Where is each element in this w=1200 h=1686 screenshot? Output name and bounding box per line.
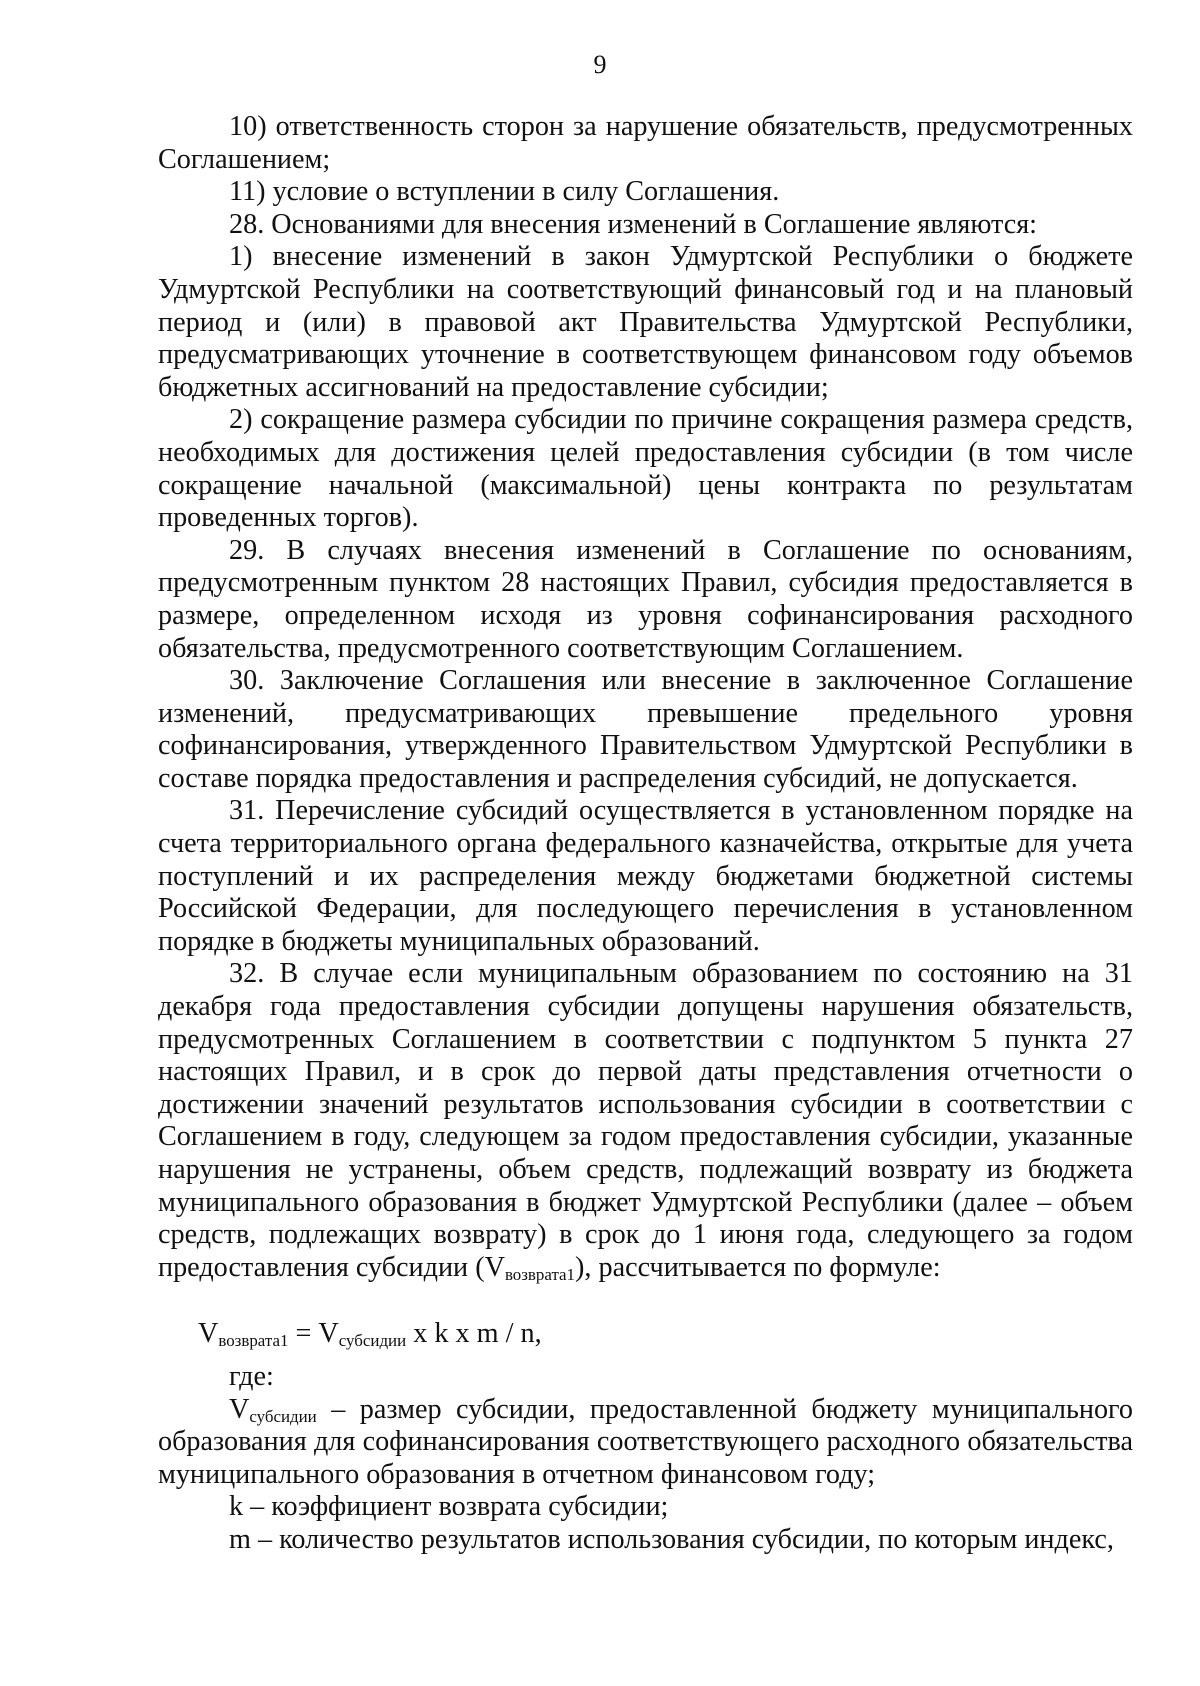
document-body	[158, 111, 1133, 1557]
definition-v-text: – размер субсидии, предоставленной бюджету муниципального образования для софинансирования соответствующего расходного обязательства муниципального образования в отчетном финансовом году;	[158, 1393, 1133, 1490]
page-number: 9	[593, 50, 607, 79]
definition-v-symbol: V	[229, 1393, 250, 1425]
formula-sub-subsidy: субсидии	[338, 1331, 407, 1351]
paragraph-32-text: 32. В случае если муниципальным образованием по состоянию на 31 декабря года предоставления субсидии допущены нарушения обязательств, предусмотренных Соглашением в соответствии с подпунктом 5 пункта 27 настоящих Правил, и в срок до первой даты представления отчетности о достижении значений результатов использования субсидии в соответствии с Соглашением в году, следующем за годом предоставления субсидии, указанные нарушения не устранены, объем средств, подлежащий возврату из бюджета муниципального образования в бюджет Удмуртской Республики (далее – объем средств, подлежащих возврату) в срок до 1 июня года, следующего за годом предоставления субсидии (V	[158, 958, 1133, 1283]
formula-v-return: V	[198, 1318, 219, 1350]
definition-v-subsidy	[158, 1394, 1133, 1492]
definition-k: k – коэффициент возврата субсидии;	[229, 1491, 669, 1523]
where-label: где:	[229, 1360, 274, 1392]
formula	[158, 1318, 1133, 1351]
formula-rest: x k x m / n,	[406, 1318, 542, 1350]
paragraph-30: 30. Заключение Соглашения или внесение в заключенное Соглашение изменений, предусматривающих превышение предельного уровня софинансирования, утвержденного Правительством Удмуртской Республики в составе порядка предоставления и распределения субсидий, не допускается.	[158, 665, 1133, 794]
paragraph-32-tail: ), рассчитывается по формуле:	[575, 1251, 941, 1283]
paragraph-item-10: 10) ответственность сторон за нарушение обязательств, предусмотренных Соглашением;	[158, 111, 1133, 175]
paragraph-item-11: 11) условие о вступлении в силу Соглашения.	[229, 176, 780, 208]
paragraph-28-1: 1) внесение изменений в закон Удмуртской Республики о бюджете Удмуртской Республики на соответствующий финансовый год и на плановый период и (или) в правовой акт Правительства Удмуртской Республики, предусматривающих уточнение в соответствующем финансовом году объемов бюджетных ассигнований на предоставление субсидии;	[158, 241, 1133, 403]
definition-v-sub: субсидии	[249, 1406, 317, 1426]
subscript-vozvrata: возврата1	[504, 1265, 575, 1284]
definition-m: m – количество результатов использования субсидии, по которым индекс,	[229, 1523, 1114, 1555]
paragraph-32	[158, 958, 1133, 1284]
formula-equals: = V	[288, 1318, 339, 1350]
paragraph-29: 29. В случаях внесения изменений в Соглашение по основаниям, предусмотренным пунктом 28 настоящих Правил, субсидия предоставляется в размере, определенном исходя из уровня софинансирования расходного обязательства, предусмотренного соответствующим Соглашением.	[158, 534, 1133, 664]
paragraph-28: 28. Основаниями для внесения изменений в Соглашение являются:	[229, 208, 1038, 240]
paragraph-31: 31. Перечисление субсидий осуществляется в установленном порядке на счета территориального органа федерального казначейства, открытые для учета поступлений и их распределения между бюджетами бюджетной системы Российской Федерации, для последующего перечисления в установленном порядке в бюджеты муниципальных образований.	[158, 795, 1133, 957]
paragraph-28-2: 2) сокращение размера субсидии по причине сокращения размера средств, необходимых для достижения целей предоставления субсидии (в том числе сокращение начальной (максимальной) цены контракта по результатам проведенных торгов).	[158, 404, 1133, 534]
formula-sub-return: возврата1	[218, 1331, 289, 1351]
